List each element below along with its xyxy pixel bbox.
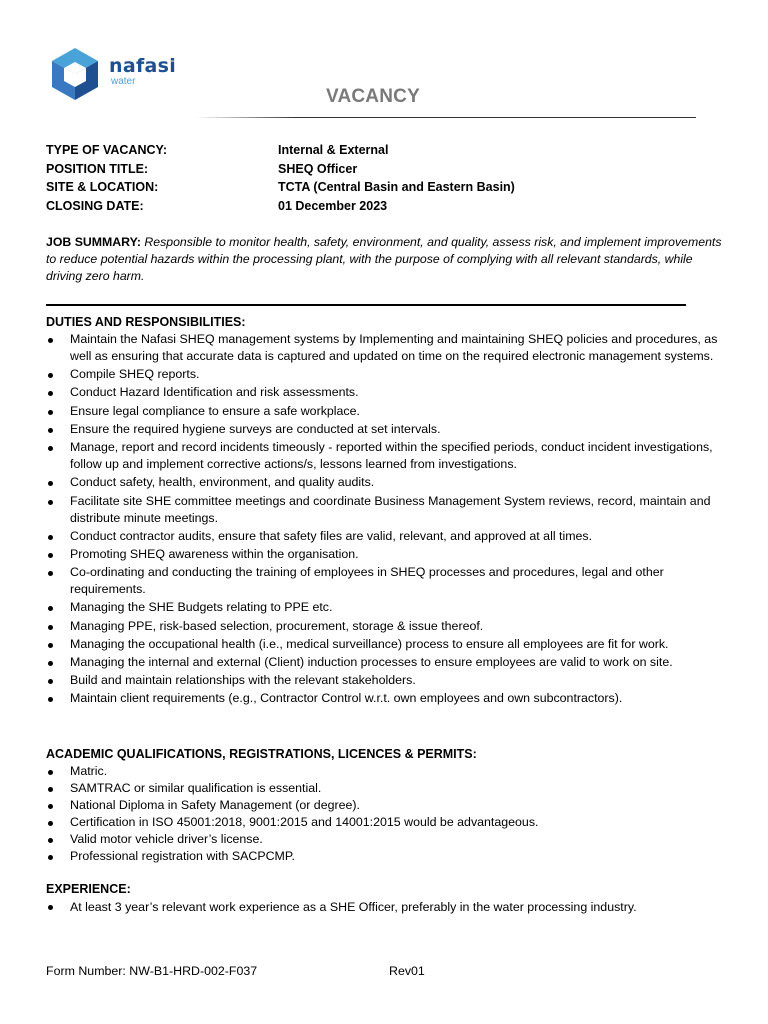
list-item [46,831,726,848]
list-item-text: At least 3 year’s relevant work experience as a SHE Officer, preferably in the water processing industry. [70,900,637,914]
duties-section [46,314,726,709]
list-item-text: Build and maintain relationships with the relevant stakeholders. [70,673,416,688]
info-value: TCTA (Central Basin and Eastern Basin) [278,180,515,195]
list-item-text: Managing the internal and external (Client) induction processes to ensure employees are valid to work on site. [70,655,673,669]
bullet-icon [48,643,53,648]
list-item [46,421,726,438]
form-number: Form Number: NW-B1-HRD-002-F037 [46,964,258,978]
list-item [46,493,726,527]
list-item [46,618,726,635]
list-item [46,546,726,563]
list-item-text: Promoting SHEQ awareness within the organisation. [70,546,359,561]
bullet-icon [48,804,53,809]
list-item [46,599,726,616]
list-item-text: Ensure the required hygiene surveys are conducted at set intervals. [70,421,441,436]
list-item-text: Maintain client requirements (e.g., Contractor Control w.r.t. own employees and own subcontractors). [70,691,623,706]
logo-subtitle: water [111,75,136,87]
list-item-text: Ensure legal compliance to ensure a safe workplace. [70,403,360,418]
info-value: Internal & External [278,143,389,157]
list-item [46,366,726,383]
bullet-icon [48,391,53,396]
list-item [46,564,726,598]
academic-heading: ACADEMIC QUALIFICATIONS, REGISTRATIONS, LICENCES & PERMITS: [46,747,477,761]
list-item-text: Maintain the Nafasi SHEQ management systems by Implementing and maintaining SHEQ policies and procedures, as well as ensuring that accurate data is captured and updated on time on the required electronic management systems. [70,332,718,364]
list-item [46,403,726,420]
academic-section [46,746,726,865]
info-value: 01 December 2023 [278,198,388,213]
bullet-icon [48,410,53,415]
bullet-icon [48,428,53,433]
list-item [46,654,726,671]
list-item [46,636,726,653]
list-item [46,331,726,365]
bullet-icon [48,770,53,775]
bullet-icon [48,661,53,666]
bullet-icon [48,373,53,378]
academic-list [46,763,726,865]
list-item [46,439,726,473]
list-item-text: Compile SHEQ reports. [70,367,200,382]
info-row-closing-date [46,197,706,216]
revision-label: Rev01 [389,964,425,978]
list-item-text: Managing PPE, risk-based selection, procurement, storage & issue thereof. [70,618,484,633]
bullet-icon [48,787,53,792]
bullet-icon [48,821,53,826]
section-divider [46,304,686,306]
list-item-text: Co-ordinating and conducting the training of employees in SHEQ processes and procedures, legal and other requirements. [70,565,664,597]
logo-name: nafasi [109,54,177,77]
list-item-text: Facilitate site SHE committee meetings and coordinate Business Management System reviews, record, maintain and distribute minute meetings. [70,493,711,525]
list-item [46,780,726,797]
bullet-icon [48,679,53,684]
bullet-icon [48,535,53,540]
list-item-text: Conduct safety, health, environment, and quality audits. [70,475,375,490]
job-summary-text: Responsible to monitor health, safety, environment, and quality, assess risk, and implement improvements to reduce potential hazards within the processing plant, with the purpose of complying with all relevant standards, while driving zero harm. [46,235,722,283]
bullet-icon [48,338,53,343]
list-item-text: SAMTRAC or similar qualification is essential. [70,781,322,795]
list-item-text: Certification in ISO 45001:2018, 9001:2015 and 14001:2015 would be advantageous. [70,815,539,829]
info-row-type [46,141,706,160]
company-logo [48,44,183,104]
list-item [46,848,726,865]
nafasi-cube-icon [48,45,102,103]
list-item [46,797,726,814]
bullet-icon [48,481,53,486]
list-item [46,763,726,780]
list-item-text: National Diploma in Safety Management (or degree). [70,798,360,812]
list-item [46,672,726,689]
duties-heading: DUTIES AND RESPONSIBILITIES: [46,315,246,329]
page-title: VACANCY [326,86,420,107]
bullet-icon [48,838,53,843]
list-item [46,814,726,831]
job-summary-label: JOB SUMMARY: [46,235,141,249]
list-item-text: Conduct contractor audits, ensure that safety files are valid, relevant, and approved at all times. [70,528,593,543]
info-label: POSITION TITLE: [46,161,149,176]
bullet-icon [48,446,53,451]
info-value: SHEQ Officer [278,161,358,176]
list-item [46,474,726,491]
experience-section [46,881,726,916]
list-item-text: Valid motor vehicle driver’s license. [70,832,263,846]
experience-heading: EXPERIENCE: [46,882,131,896]
vacancy-info [46,141,706,215]
bullet-icon [48,553,53,558]
experience-list [46,898,726,916]
logo-text [109,56,176,87]
bullet-icon [48,571,53,576]
duties-list [46,331,726,707]
bullet-icon [48,855,53,860]
list-item [46,384,726,401]
bullet-icon [48,625,53,630]
list-item-text: Professional registration with SACPCMP. [70,849,295,863]
bullet-icon [48,905,53,910]
list-item-text: Matric. [70,764,108,778]
list-item-text: Managing the occupational health (i.e., medical surveillance) process to ensure all employees are fit for work. [70,636,669,651]
info-label: TYPE OF VACANCY: [46,143,168,157]
list-item-text: Managing the SHE Budgets relating to PPE etc. [70,600,333,615]
list-item-text: Conduct Hazard Identification and risk assessments. [70,385,359,400]
info-label: CLOSING DATE: [46,198,144,213]
job-summary [46,234,726,284]
info-label: SITE & LOCATION: [46,180,159,195]
bullet-icon [48,500,53,505]
list-item [46,690,726,707]
title-divider [196,117,696,118]
bullet-icon [48,606,53,611]
info-row-position [46,160,706,179]
list-item [46,898,726,916]
list-item-text: Manage, report and record incidents timeously - reported within the specified periods, conduct incident investigations, follow up and implement corrective actions/s, lessons learned from investigations. [70,440,713,472]
list-item [46,528,726,545]
bullet-icon [48,697,53,702]
info-row-site [46,178,706,197]
